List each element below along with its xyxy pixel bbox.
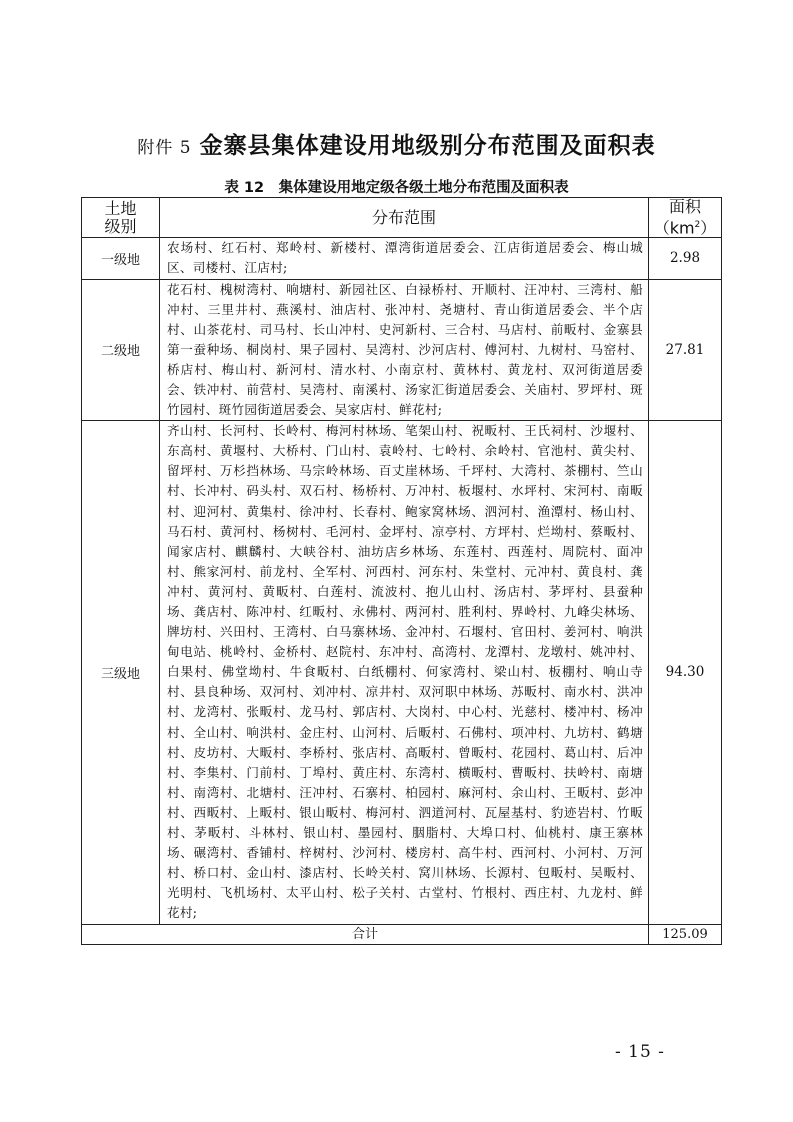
header-scope: 分布范围 [160,198,649,238]
scope-cell: 花石村、槐树湾村、响塘村、新园社区、白禄桥村、开顺村、汪冲村、三湾村、船冲村、三里井村、燕溪村、油店村、张冲村、尧塘村、青山街道居委会、半个店村、山茶花村、司马村、长山冲村、史河新村、三合村、马店村、前畈村、金寨县第一蚕种场、桐岗村、果子园村、吴湾村、沙河店村、傅河村、九树村、马窑村、桥店村、梅山村、新河村、清水村、小南京村、黄林村、黄龙村、双河街道居委会、铁冲村、前营村、吴湾村、南溪村、汤家汇街道居委会、关庙村、罗坪村、斑竹园村、斑竹园街道居委会、吴家店村、鲜花村; [160,279,649,421]
header-grade [82,198,160,238]
scope-cell: 农场村、红石村、郑岭村、新楼村、潭湾街道居委会、江店街道居委会、梅山城区、司楼村、江店村; [160,238,649,279]
grade-cell: 二级地 [82,279,160,421]
header-grade-line1: 土地 [104,198,137,218]
document-title [0,127,793,160]
total-row [82,924,722,944]
page-number: - 15 - [615,1042,665,1062]
title-prefix: 附件 5 [137,138,192,158]
area-cell: 94.30 [649,421,722,924]
header-area-line1: 面积 [668,197,701,216]
header-grade-line2: 级别 [104,216,137,236]
total-area: 125.09 [649,924,722,944]
header-area-sup: 2 [694,220,701,230]
table-row [82,238,722,279]
table-header-row [82,198,722,238]
header-area-unit: （km [653,218,695,238]
title-text: 金寨县集体建设用地级别分布范围及面积表 [199,132,656,159]
area-cell: 27.81 [649,279,722,421]
area-cell: 2.98 [649,238,722,279]
table-caption: 表 12 集体建设用地定级各级土地分布范围及面积表 [224,180,569,196]
scope-cell: 齐山村、长河村、长岭村、梅河村林场、笔架山村、祝畈村、王氏祠村、沙堰村、东高村、黄堰村、大桥村、门山村、袁岭村、七岭村、余岭村、官池村、黄尖村、留坪村、万杉挡林场、马宗岭林场、百丈崖林场、千坪村、大湾村、茶棚村、竺山村、长冲村、码头村、双石村、杨桥村、万冲村、板堰村、水坪村、宋河村、南畈村、迎河村、黄集村、徐冲村、长春村、鲍家窝林场、泗河村、渔潭村、杨山村、马石村、黄河村、杨树村、毛河村、金坪村、凉亭村、方坪村、烂坳村、蔡畈村、闻家店村、麒麟村、大峡谷村、油坊店乡林场、东莲村、西莲村、周院村、面冲村、熊家河村、前龙村、全军村、河西村、河东村、朱堂村、元冲村、黄良村、龚冲村、黄河村、黄畈村、白莲村、流波村、抱儿山村、汤店村、茅坪村、县蚕种场、龚店村、陈冲村、红畈村、永佛村、两河村、胜利村、界岭村、九峰尖林场、牌坊村、兴田村、王湾村、白马寨林场、金冲村、石堰村、官田村、姜河村、响洪甸电站、桃岭村、金桥村、赵院村、东冲村、高湾村、龙潭村、龙墩村、姚冲村、白果村、佛堂坳村、牛食畈村、白纸棚村、何家湾村、梁山村、板棚村、响山寺村、县良种场、双河村、刘冲村、凉井村、双河职中林场、苏畈村、南水村、洪冲村、龙湾村、张畈村、龙马村、郭店村、大岗村、中心村、光慈村、楼冲村、杨冲村、全山村、响洪村、金庄村、山河村、后畈村、石佛村、项冲村、九坊村、鹤塘村、皮坊村、大畈村、李桥村、张店村、高畈村、曾畈村、花园村、葛山村、后冲村、李集村、门前村、丁埠村、黄庄村、东湾村、横畈村、曹畈村、扶岭村、南塘村、南湾村、北塘村、汪冲村、石寨村、柏园村、麻河村、余山村、王畈村、彭冲村、西畈村、上畈村、银山畈村、梅河村、泗道河村、瓦屋基村、豹迹岩村、竹畈村、茅畈村、斗林村、银山村、墨园村、胭脂村、大埠口村、仙桃村、康王寨林场、碾湾村、香铺村、梓树村、沙河村、楼房村、高牛村、西河村、小河村、万河村、桥口村、金山村、漆店村、长岭关村、窝川林场、长源村、包畈村、吴畈村、光明村、飞机场村、太平山村、松子关村、古堂村、竹根村、西庄村、九龙村、鲜花村; [160,421,649,924]
grade-cell: 一级地 [82,238,160,279]
total-label: 合计 [82,924,649,944]
table-row [82,279,722,421]
land-grade-table [81,197,722,945]
header-area [649,198,722,238]
grade-cell: 三级地 [82,421,160,924]
table-row [82,421,722,924]
header-area-close: ） [700,218,717,238]
